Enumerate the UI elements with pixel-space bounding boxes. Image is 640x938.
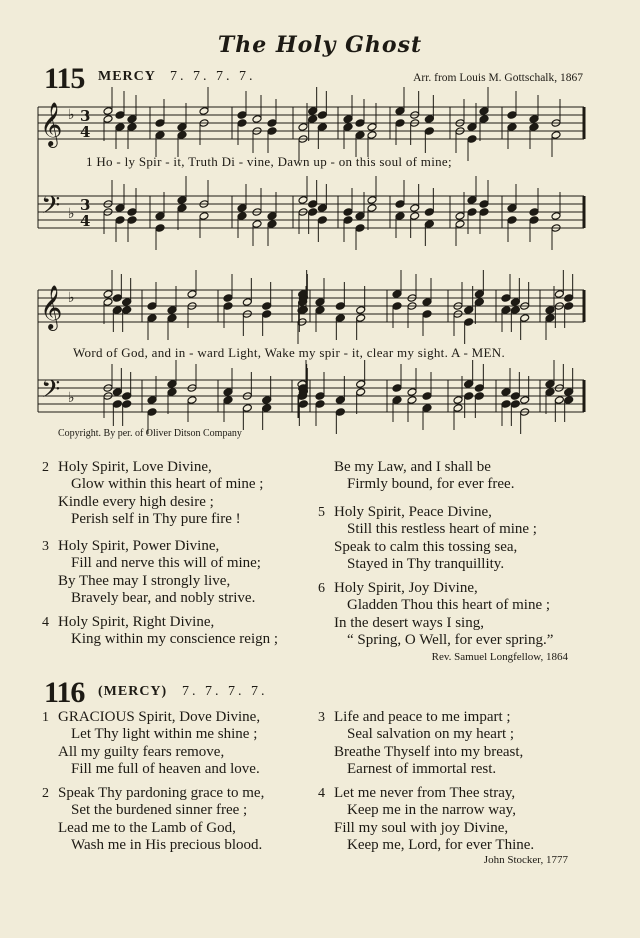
music-score: [0, 0, 640, 440]
verse-line: Holy Spirit, Peace Divine,: [334, 504, 492, 520]
svg-text:♭: ♭: [68, 206, 75, 222]
verse-line: Fill my soul with joy Divine,: [334, 819, 509, 836]
verse-line: “ Spring, O Well, for ever spring.”: [347, 632, 554, 649]
verse-line: Stayed in Thy tranquillity.: [347, 556, 505, 573]
verse-line: Breathe Thyself into my breast,: [334, 743, 524, 760]
verse-line: Bravely bear, and nobly strive.: [71, 590, 256, 607]
hymn-115-copyright: Copyright. By per. of Oliver Ditson Company: [58, 428, 242, 439]
hymn-115-number: 115: [44, 62, 85, 95]
verse-line: Speak Thy pardoning grace to me,: [58, 785, 265, 801]
hymn-116-author: John Stocker, 1777: [483, 854, 568, 866]
hymn-115-tune-name: MERCY: [98, 69, 156, 84]
svg-text:♭: ♭: [68, 290, 75, 306]
hymn-116-verse-4: [318, 785, 594, 855]
verse-line: Seal salvation on my heart ;: [347, 726, 515, 743]
hymn-115-verse-3: [42, 538, 318, 608]
hymn-115-verse-4-cont: [334, 459, 594, 494]
verse-line: Let Thy light within me shine ;: [71, 726, 258, 743]
hymn-116-tune-name: (MERCY): [98, 684, 168, 699]
verse-number: 2: [42, 786, 49, 801]
verse-number: 3: [318, 710, 325, 725]
verse-line: Still this restless heart of mine ;: [347, 521, 537, 538]
verse-line: In the desert ways I sing,: [334, 614, 484, 631]
verse-line: GRACIOUS Spirit, Dove Divine,: [58, 709, 261, 725]
verse-line: Let me never from Thee stray,: [334, 785, 516, 801]
svg-text:𝄞: 𝄞: [40, 102, 63, 146]
verse-line: Keep me in the narrow way,: [347, 802, 516, 819]
hymn-115-author: Rev. Samuel Longfellow, 1864: [431, 651, 568, 663]
verse-line: Holy Spirit, Joy Divine,: [334, 580, 478, 596]
verse-line: Keep me, Lord, for ever Thine.: [347, 837, 535, 854]
hymn-115-meter: 7. 7. 7. 7.: [170, 69, 256, 84]
verse-line: Fill me full of heaven and love.: [71, 761, 260, 778]
verse-line: Perish self in Thy pure fire !: [71, 511, 241, 528]
hymn-115-underlay-line-2: Word of God, and in - ward Light, Wake my spir - it, clear my sight. A - MEN.: [73, 345, 506, 360]
verse-line: Firmly bound, for ever free.: [347, 476, 515, 493]
svg-text:𝄢: 𝄢: [41, 375, 61, 410]
verse-number: 5: [318, 505, 325, 520]
svg-text:𝄞: 𝄞: [40, 285, 63, 329]
verse-number: 3: [42, 539, 49, 554]
verse-line: Speak to calm this tossing sea,: [334, 538, 518, 555]
section-title: The Holy Ghost: [217, 32, 423, 58]
svg-text:3: 3: [80, 107, 91, 125]
hymn-115-verse-5: [318, 504, 604, 574]
verse-line: Wash me in His precious blood.: [71, 837, 263, 854]
svg-text:♭: ♭: [68, 107, 75, 123]
verse-line: Fill and nerve this will of mine;: [71, 555, 261, 572]
verse-line: Kindle every high desire ;: [58, 493, 214, 510]
hymn-116-verse-3: [318, 709, 594, 779]
verse-line: Lead me to the Lamb of God,: [58, 819, 236, 836]
svg-text:4: 4: [80, 123, 91, 141]
verse-line: Holy Spirit, Right Divine,: [58, 614, 215, 630]
hymn-115-verse-4: [42, 614, 318, 649]
verse-line: Be my Law, and I shall be: [334, 459, 491, 475]
hymn-115-verse-2: [42, 459, 318, 529]
verse-line: All my guilty fears remove,: [58, 743, 225, 760]
hymn-116-verse-1: [42, 709, 318, 779]
verse-line: Holy Spirit, Love Divine,: [58, 459, 212, 475]
verse-line: Holy Spirit, Power Divine,: [58, 538, 220, 554]
verse-line: By Thee may I strongly live,: [58, 572, 231, 589]
verse-line: Set the burdened sinner free ;: [71, 802, 248, 819]
svg-text:♭: ♭: [68, 390, 75, 406]
hymn-115-verse-6: [318, 580, 609, 650]
verse-line: Earnest of immortal rest.: [347, 761, 497, 778]
verse-line: Life and peace to me impart ;: [334, 709, 511, 725]
verse-number: 2: [42, 460, 49, 475]
verse-line: Glow within this heart of mine ;: [71, 476, 264, 493]
verse-number: 6: [318, 581, 325, 596]
hymn-115-arranger: Arr. from Louis M. Gottschalk, 1867: [413, 72, 583, 84]
hymn-116-meter: 7. 7. 7. 7.: [182, 684, 268, 699]
verse-line: Gladden Thou this heart of mine ;: [347, 597, 551, 614]
verse-number: 4: [318, 786, 325, 801]
hymn-115-underlay-line-1: 1 Ho - ly Spir - it, Truth Di - vine, Dawn up - on this soul of mine;: [86, 154, 452, 169]
verse-number: 4: [42, 615, 49, 630]
hymn-116-number: 116: [44, 676, 85, 709]
verse-line: King within my conscience reign ;: [71, 631, 279, 648]
svg-text:4: 4: [80, 212, 91, 230]
hymn-116-verse-2: [42, 785, 318, 855]
verse-number: 1: [42, 710, 49, 725]
svg-text:𝄢: 𝄢: [41, 191, 61, 226]
svg-text:3: 3: [80, 196, 91, 214]
